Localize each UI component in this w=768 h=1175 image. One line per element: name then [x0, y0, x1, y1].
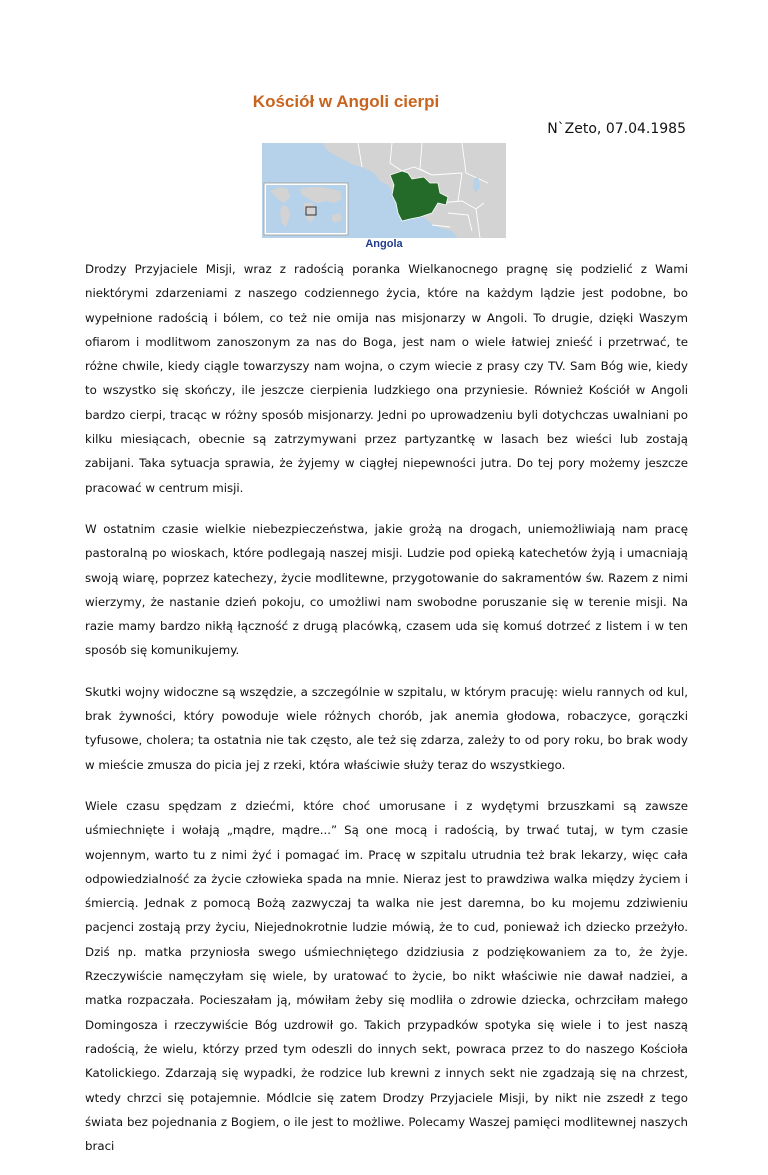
- paragraph: Wiele czasu spędzam z dziećmi, które choć umorusane i z wydętymi brzuszkami są zawsze uśmiechnięte i wołają „mądre, mądre...” Są one mocą i radością, by trwać tutaj, w tym czasie wojennym, warto tu z nimi żyć i pomagać im. Pracę w szpitalu utrudnia też brak lekarzy, więc cała odpowiedzialność za życie człowieka spada na mnie. Nieraz jest to prawdziwa walka między życiem i śmiercią. Jednak z pomocą Bożą zazwyczaj ta walka nie jest daremna, bo ku mojemu zdziwieniu pacjenci zostają przy życiu, Niejednokrotnie ludzie mówią, że to cud, ponieważ ich dziecko przeżyło. Dziś np. matka przyniosła swego uśmiechniętego dzidziusia z podziękowaniem za to, że żyje. Rzeczywiście namęczyłam się wiele, by uratować to życie, bo nikt właściwie nie dawał nadziei, a matka rozpaczała. Pocieszałam ją, mówiłam żeby się modliła o zdrowie dziecka, ochrzciłam małego Domingosza i rzeczywiście Bóg uzdrowił go. Takich przypadków spotyka się wiele i to jest naszą radością, że wielu, którzy przed tym odeszli do innych sekt, powraca przez to do naszego Kościoła Katolickiego. Zdarzają się wypadki, że rodzice lub krewni z innych sekt nie zgadzają się na chrzest, wtedy chrzci się potajemnie. Módlcie się zatem Drodzy Przyjaciele Misji, by nikt nie zszedł z tego świata bez pojednania z Bogiem, o ile jest to możliwe. Polecamy Waszej pamięci modlitewnej naszych braci: [85, 798, 688, 1154]
- map-inset-world: [264, 183, 348, 235]
- angola-map-graphic: [262, 143, 506, 238]
- article-body: [85, 257, 688, 1175]
- paragraph: Skutki wojny widoczne są wszędzie, a szczególnie w szpitalu, w którym pracuję: wielu rannych od kul, brak żywności, który powoduje wiele różnych chorób, jak anemia głodowa, robaczyce, gorączki tyfusowe, cholera; ta ostatnia nie tak często, ale też się zdarza, zależy to od pory roku, bo brak wody w mieście zmusza do picia jej z rzeki, która właściwie służy teraz do wszystkiego.: [85, 684, 688, 772]
- map-caption: Angola: [365, 238, 403, 250]
- dateline: N`Zeto, 07.04.1985: [547, 121, 686, 137]
- document-title: Kościół w Angoli cierpi: [252, 92, 440, 111]
- paragraph: Drodzy Przyjaciele Misji, wraz z radością poranka Wielkanocnego pragnę się podzielić z Wami niektórymi zdarzeniami z naszego codziennego życia, które na każdym lądzie jest podobne, bo wypełnione radością i bólem, co też nie omija nas misjonarzy w Angoli. To drugie, dzięki Waszym ofiarom i modlitwom zanoszonym za nas do Boga, jest nam o wiele łatwiej znieść i przetrwać, te różne chwile, kiedy ciągle towarzyszy nam wojna, o czym wiecie z prasy czy TV. Sam Bóg wie, kiedy to wszystko się skończy, ile jeszcze cierpienia ludzkiego ona przyniesie. Również Kościół w Angoli bardzo cierpi, tracąc w różny sposób misjonarzy. Jedni po uprowadzeniu byli dotychczas uwalniani po kilku miesiącach, obecnie są zatrzymywani przez partyzantkę w lasach bez wieści lub zostają zabijani. Taka sytuacja sprawia, że żyjemy w ciągłej niepewności jutra. Do tej pory możemy jeszcze pracować w centrum misji.: [85, 262, 688, 495]
- paragraph: W ostatnim czasie wielkie niebezpieczeństwa, jakie grożą na drogach, uniemożliwiają nam pracę pastoralną po wioskach, które podlegają naszej misji. Ludzie pod opieką katechetów żyją i umacniają swoją wiarę, poprzez katechezy, życie modlitewne, przygotowanie do sakramentów św. Razem z nimi wierzymy, że nastanie dzień pokoju, co umożliwi nam swobodne poruszanie się w terenie misji. Na razie mamy bardzo nikłą łączność z drugą placówką, czasem uda się komuś dotrzeć z listem i w ten sposób się komunikujemy.: [85, 521, 688, 658]
